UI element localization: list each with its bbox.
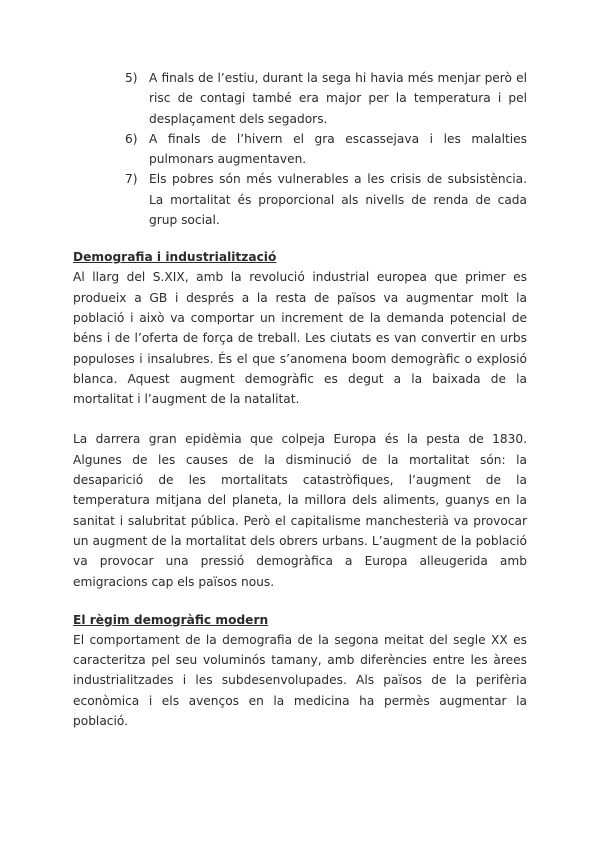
list-item-text: A finals de l’hivern el gra escassejava i les malalties pulmonars augmentaven. xyxy=(149,131,527,167)
list-item-number: 7) xyxy=(125,172,138,187)
list-item-text: Els pobres són més vulnerables a les crisis de subsistència. La mortalitat és proporcional als nivells de renda de cada grup social. xyxy=(149,172,527,228)
paragraph: Al llarg del S.XIX, amb la revolució industrial europea que primer es produeix a GB i després a la resta de països va augmentar molt la població i això va comportar un increment de la demanda potencial de béns i de l’oferta de força de treball. Les ciutats es van convertir en urbs populoses i insalubres. És el que s’anomena boom demogràfic o explosió blanca. Aquest augment demogràfic es degut a la baixada de la mortalitat i l’augment de la natalitat. xyxy=(73,270,527,407)
section-heading-regim-modern: El règim demogràfic modern xyxy=(73,612,269,627)
numbered-list xyxy=(125,68,527,230)
paragraph: La darrera gran epidèmia que colpeja Europa és la pesta de 1830. Algunes de les causes de la disminució de la mortalitat són: la desaparició de les mortalitats catastròfiques, l’augment de la temperatura mitjana del planeta, la millora dels aliments, guanys en la sanitat i salubritat pública. Però el capitalisme manchesterià va provocar un augment de la mortalitat dels obrers urbans. L’augment de la població va provocar una pressió demogràfica a Europa alleugerida amb emigracions cap els països nous. xyxy=(73,432,527,589)
list-item xyxy=(125,68,527,129)
section-heading-demografia: Demografia i industrialització xyxy=(73,250,277,265)
list-item xyxy=(125,129,527,170)
list-item-number: 5) xyxy=(125,71,138,85)
paragraph: El comportament de la demografia de la segona meitat del segle XX es caracteritza pel seu voluminós tamany, amb diferències entre les àrees industrialitzades i les subdesenvolupades. Als països de la perifèria econòmica i els avenços en la medicina ha permès augmentar la població. xyxy=(73,632,527,729)
list-item-text: A finals de l’estiu, durant la sega hi havia més menjar però el risc de contagi també era major per la temperatura i pel desplaçament dels segadors. xyxy=(149,71,527,126)
list-item xyxy=(125,169,527,230)
list-item-number: 6) xyxy=(125,131,138,146)
